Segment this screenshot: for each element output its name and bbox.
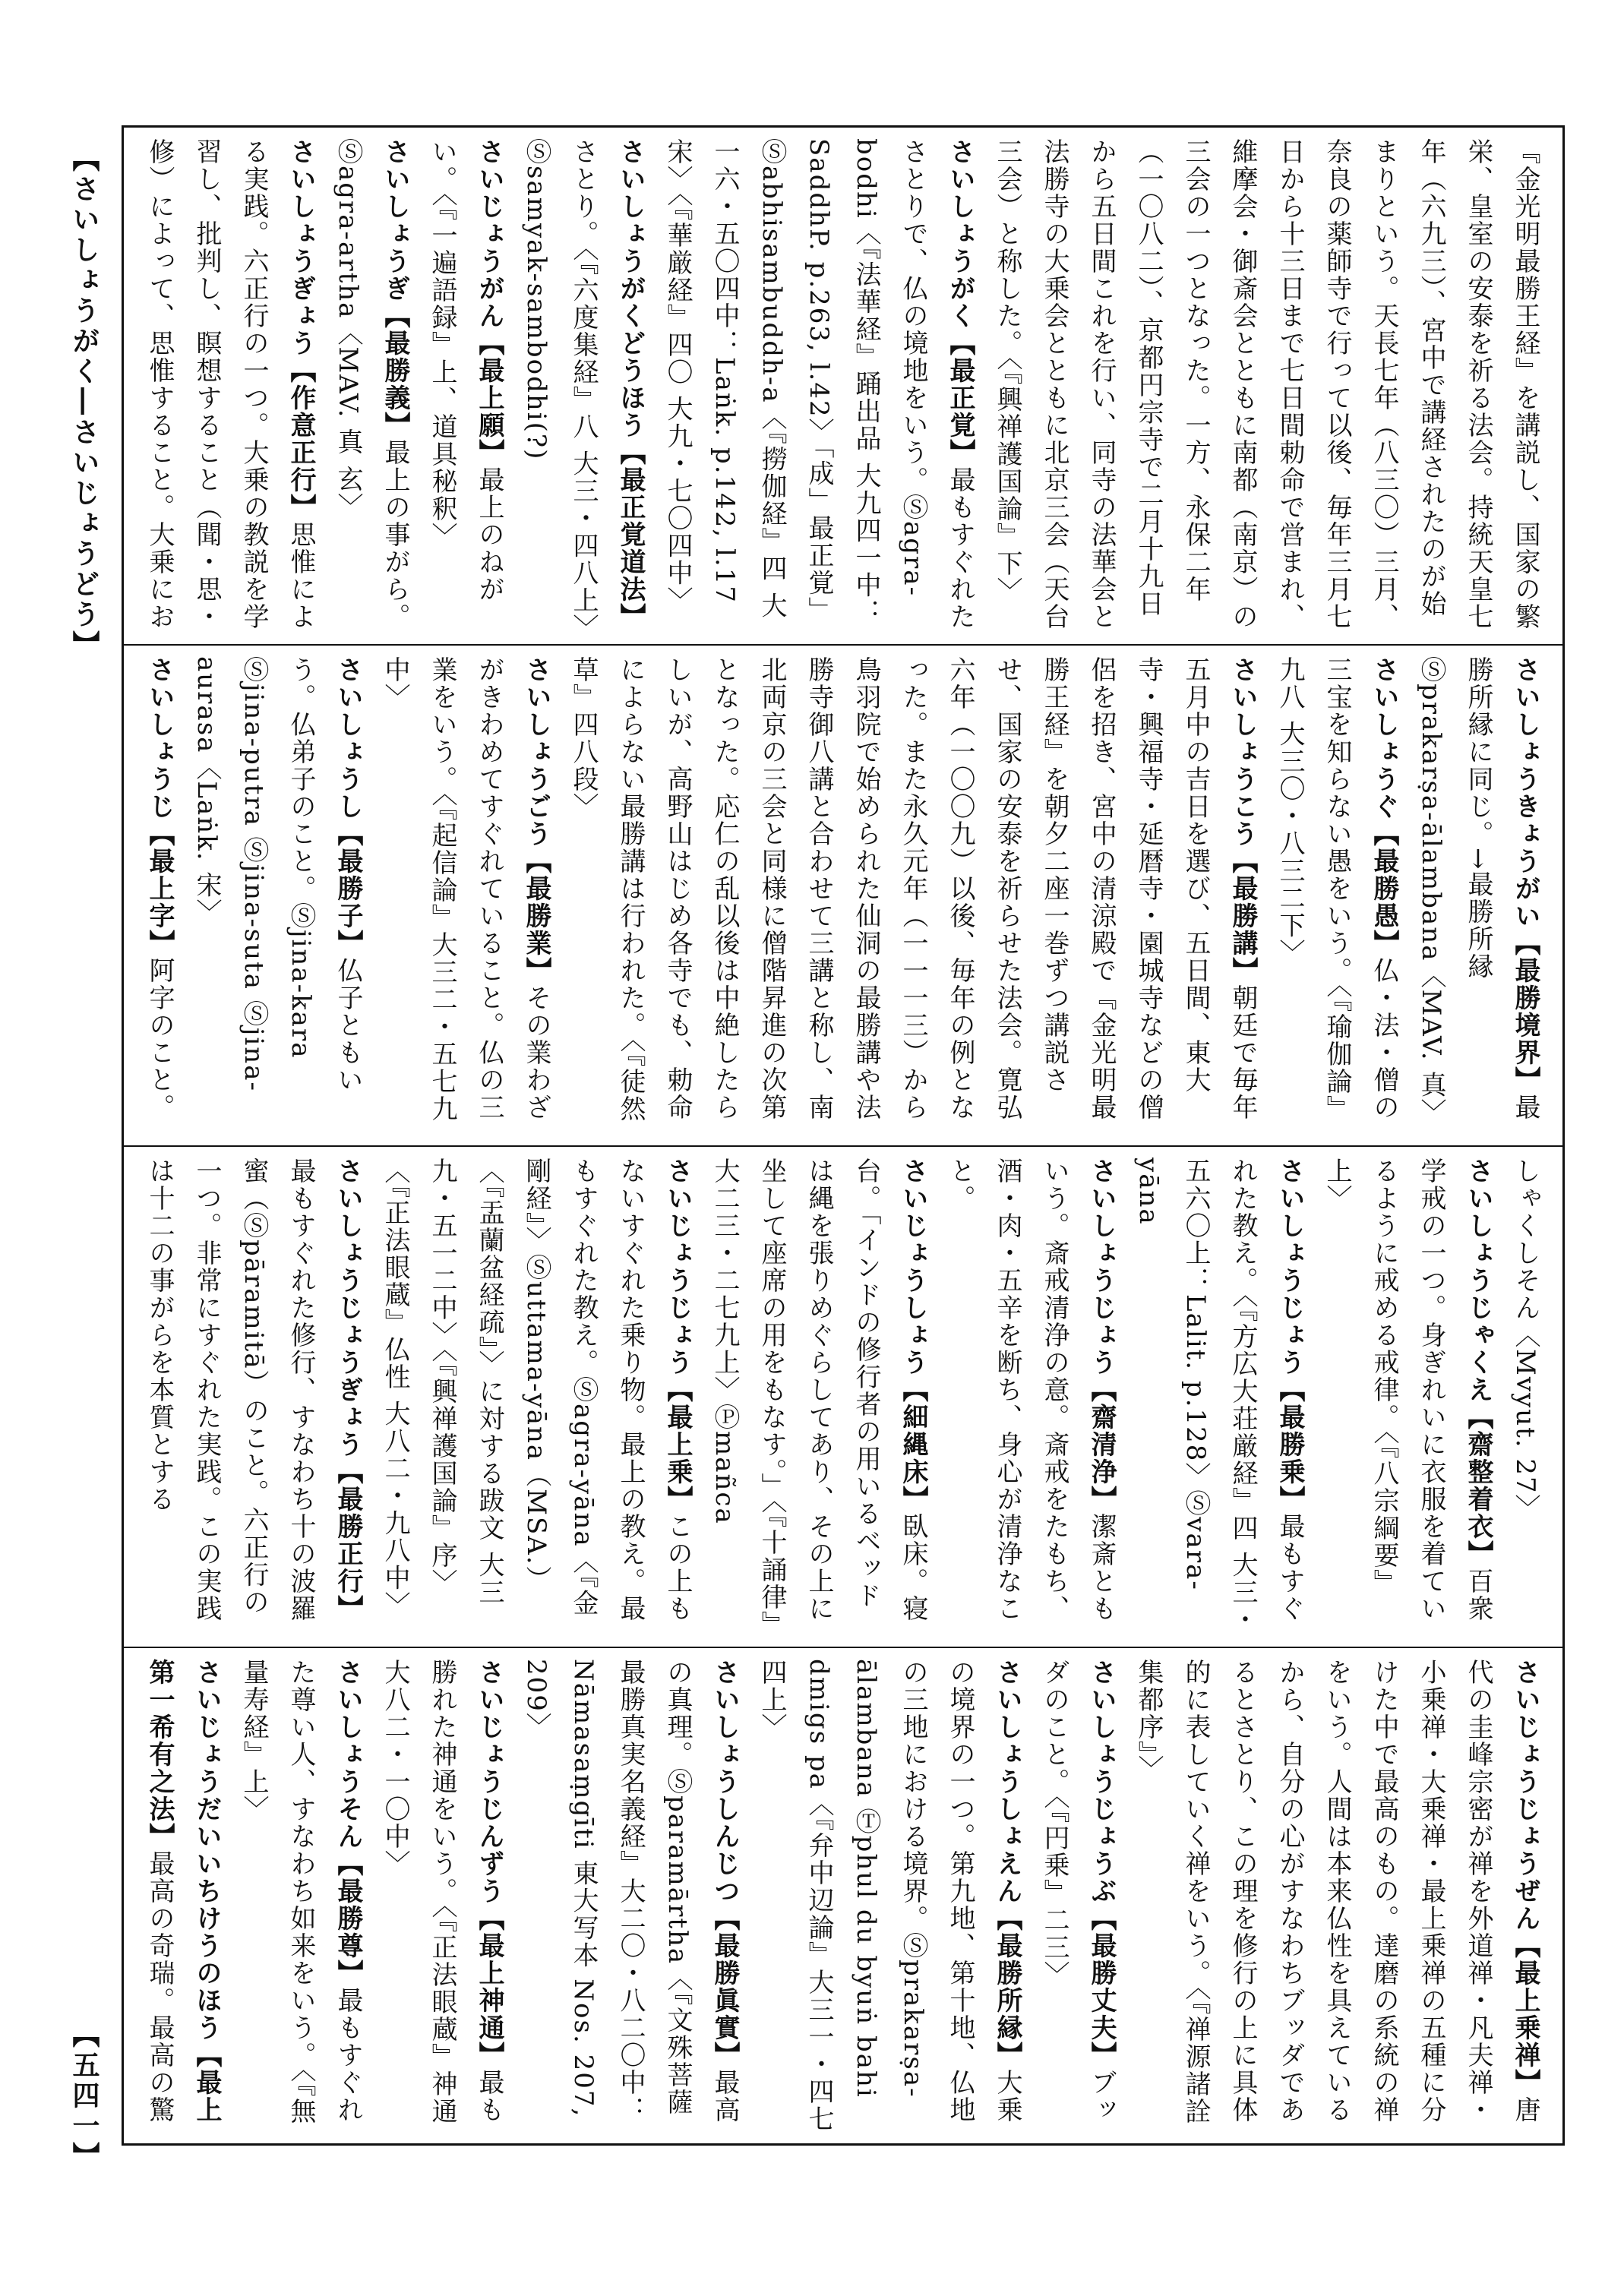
dictionary-entry xyxy=(1031,1659,1125,2137)
dictionary-entry xyxy=(137,1659,230,2137)
entry-headword: さいしょうじょうぶ【最勝丈夫】 xyxy=(1086,1659,1117,2069)
entry-text: ブッダのこと。〈『円乗』二三〉 xyxy=(1039,1659,1117,2124)
entry-text: 臥床。寝台。「インドの修行者の用いるベッドは縄を張りめぐらしてあり、その上に坐して座席の用をもなす。」〈『十誦律』大二三・二七九上〉Ⓟmañca xyxy=(709,1157,928,1625)
tier-3 xyxy=(124,1145,1562,1647)
dictionary-entry xyxy=(701,1157,937,1636)
dictionary-entry xyxy=(1266,656,1408,1135)
dictionary-entry xyxy=(1502,1157,1549,1636)
entry-text: 百衆学戒の一つ。身ぎれいに衣服を着ているように戒める戒律。〈『八宗綱要』上〉 xyxy=(1322,1157,1493,1622)
entry-headword: さいしょうじょうぎょう【最勝正行】 xyxy=(333,1157,363,1622)
entry-text: 最も勝れた神通をいう。〈『正法眼蔵』神通 大八二・一〇中〉 xyxy=(380,1659,504,2125)
dictionary-entry xyxy=(371,1659,513,2137)
entry-text: 最もすぐれた教え。〈『方広大荘厳経』四 大三・五六〇上：Lalit. p.128〉Ⓢvara-yāna xyxy=(1133,1157,1305,1634)
dictionary-entry xyxy=(1313,1157,1502,1636)
entry-text: 最もすぐれたさとりで、仏の境地をいう。Ⓢagra-bodhi〈『法華経』踊出品 大九四一中：SaddhP. p.263, l.42〉「成」最正覚」Ⓢabhisambuddh-a〈『撈伽経』四 大一六・五〇四中：Laṅk. p.142, l.17 宋〉〈『華厳経』四〇 大九・七〇四中〉 xyxy=(662,138,975,630)
entry-text: 阿字のこと。 xyxy=(144,957,175,1121)
dictionary-entry xyxy=(324,138,419,633)
entry-text: この上もないすぐれた乗り物。最上の教え。最もすぐれた教え。Ⓢagra-yāna〈『金剛経』〉Ⓢuttama-yāna（MSA.）〈『盂蘭盆経疏』〉に対する跋文 大三九・五一二中〉〈『興禅護国論』序〉〈『正法眼蔵』仏性 大八二・九八中〉 xyxy=(380,1157,693,1622)
tier-4-text xyxy=(137,1659,1549,2137)
entry-text: 大乗の境界の一つ。第九地、第十地、仏地の三地における境界。Ⓢprakarṣa-ālambana Ⓣphul du byuṅ bahi dmigs pa〈『弁中辺論』大三一・四七四上〉 xyxy=(757,1659,1022,2133)
dictionary-entry xyxy=(419,138,513,633)
dictionary-entry xyxy=(748,1659,1031,2137)
entry-headword: さいしょうじょう【最勝乗】 xyxy=(1275,1157,1305,1513)
dictionary-entry xyxy=(137,656,183,1135)
entry-headword: さいしょうがく【最正覚】 xyxy=(945,138,975,466)
tier-3-text xyxy=(137,1157,1549,1636)
entry-headword: さいしょうそん【最勝尊】 xyxy=(333,1659,363,1987)
entry-text: 最勝所縁に同じ。→最勝所縁 Ⓢprakarṣa-ālambana〈MAV. 真〉 xyxy=(1416,656,1540,1126)
dictionary-entry xyxy=(654,138,984,633)
page-number: 【五四一】 xyxy=(68,2020,100,2172)
entry-headword: さいしょうごう【最勝業】 xyxy=(521,656,551,984)
dictionary-entry xyxy=(513,1659,748,2137)
dictionary-entry xyxy=(560,656,1266,1135)
entry-text: 思惟による実践。六正行の一つ。大乗の教説を学習し、批判し、瞑想すること（聞・思・修）によって、思惟すること。大乗にお xyxy=(144,138,316,630)
entry-headword: さいじょうじょう【最上乗】 xyxy=(662,1157,693,1513)
dictionary-entry xyxy=(1125,1659,1549,2137)
dictionary-entry xyxy=(137,1157,371,1636)
entry-text: 最もすぐれた尊い人、すなわち如来をいう。〈『無量寿経』上〉 xyxy=(239,1659,363,2125)
dictionary-entry xyxy=(513,138,654,633)
tier-4 xyxy=(124,1647,1562,2148)
entry-headword: さいしょうじゃくえ【齋整着衣】 xyxy=(1463,1157,1493,1568)
dictionary-entry xyxy=(937,1157,1125,1636)
entry-headword: さいじょうしょう【細縄床】 xyxy=(898,1157,928,1513)
dictionary-entry xyxy=(371,1157,701,1636)
dictionary-entry xyxy=(984,138,1549,633)
entry-headword: さいしょうきょうがい【最勝境界】 xyxy=(1510,656,1540,1094)
entry-headword: さいしょうじ【最上字】 xyxy=(144,656,175,957)
running-head: 【さいしょうがく―さいじょうどう】 xyxy=(68,144,100,661)
entry-headword: さいじょうじょうぜん【最上乗禅】 xyxy=(1510,1659,1540,2096)
entry-headword: さいしょうがくどうほう【最正覚道法】 xyxy=(615,138,646,630)
entry-headword: さいしょうぎょう【作意正行】 xyxy=(286,138,316,521)
entry-text: 『金光明最勝王経』を講説し、国家の繁栄、皇室の安泰を祈る法会。持統天皇七年（六九三）、宮中で講経されたのが始まりという。天長七年（八三〇）三月、奈良の薬師寺で行って以後、毎年三月七日から十三日まで七日間勅命で営まれ、維摩会・御斎会とともに南都（南京）の三会の一つとなった。一方、永保二年（一〇八二）、京都円宗寺で二月十九日から五日間これを行い、同寺の法華会と法勝寺の大乗会とともに北京三会（天台三会）と称した。〈『興禅護国論』下〉 xyxy=(992,138,1540,630)
entry-headword: さいしょうぎ【最勝義】 xyxy=(380,138,410,439)
tier-1-text xyxy=(137,138,1549,633)
entry-headword: さいしょうこう【最勝講】 xyxy=(1227,656,1258,984)
entry-text: しゃくしそん〈Mvyut. 27〉 xyxy=(1510,1157,1540,1522)
entry-text: 仏子ともいう。仏弟子のこと。Ⓢjina-kara Ⓢjina-putra Ⓢjina-suta Ⓢjina-aurasa〈Laṅk. 宋〉 xyxy=(191,656,363,1094)
entry-headword: さいじょうがん【最上願】 xyxy=(474,138,504,466)
entry-text: 仏・法・僧の三宝を知らない愚をいう。〈『瑜伽論』九八 大三〇・八三二下〉 xyxy=(1275,656,1399,1123)
entry-text: 潔斎ともいう。斎戒清浄の意。斎戒をたもち、酒・肉・五辛を断ち、身心が清浄なこと。 xyxy=(945,1157,1117,1622)
dictionary-page-frame xyxy=(122,125,1565,2146)
tier-2-text xyxy=(137,656,1549,1135)
entry-text: 最上の事がら。Ⓢagra-artha〈MAV. 真 玄〉 xyxy=(333,138,410,630)
entry-text: 唐代の圭峰宗密が禅を外道禅・凡夫禅・小乗禅・大乗禅・最上乗禅の五種に分けた中で最高のもの。達磨の系統の禅をいう。人間は本来仏性を具えているから、自分の心がすなわちブッダであるとさとり、この理を修行の上に具体的に表していく禅をいう。〈『禅源諸詮集都序』〉 xyxy=(1133,1659,1540,2125)
entry-headword: さいじょうじんずう【最上神通】 xyxy=(474,1659,504,2069)
tier-2 xyxy=(124,644,1562,1145)
dictionary-entry xyxy=(371,656,560,1135)
entry-text: 朝廷で毎年五月中の吉日を選び、五日間、東大寺・興福寺・延暦寺・園城寺などの僧侶を招き、宮中の清涼殿で『金光明最勝王経』を朝夕二座一巻ずつ講説させ、国家の安泰を祈らせた法会。寛弘六年（一〇〇九）以後、毎年の例となった。また永久元年（一一一三）から鳥羽院で始められた仙洞の最勝講や法勝寺御八講と合わせて三講と称し、南北両京の三会と同様に僧階昇進の次第となった。応仁の乱以後は中絶したらしいが、高野山はじめ各寺でも、勅命によらない最勝講は行われた。〈『徒然草』四八段〉 xyxy=(568,656,1258,1123)
dictionary-entry xyxy=(230,1659,371,2137)
entry-text: 最上のねがい。〈『一遍語録』上、道具秘釈〉 xyxy=(427,138,504,603)
entry-text: さとり。〈『六度集経』八 大三・四八上〉Ⓢsamyak-sambodhi(?) xyxy=(521,138,599,629)
entry-text: 最もすぐれた修行、すなわち十の波羅蜜（Ⓢpāramitā）のこと。六正行の一つ。非常にすぐれた実践。この実践は十二の事がらを本質とする xyxy=(144,1157,316,1622)
dictionary-entry xyxy=(1125,1157,1313,1636)
entry-headword: さいしょうしんじつ【最勝眞實】 xyxy=(709,1659,740,2069)
entry-text: その業わざがきわめてすぐれていること。仏の三業をいう。〈『起信論』大三二・五七九中〉 xyxy=(380,656,551,1123)
dictionary-entry xyxy=(137,138,324,633)
entry-headword: さいじょうだいいちけうのほう【最上第一希有之法】 xyxy=(144,1659,222,2124)
dictionary-entry xyxy=(183,656,371,1135)
entry-headword: さいしょうし【最勝子】 xyxy=(333,656,363,957)
entry-text: 最高の奇瑞。最高の驚 xyxy=(144,1850,175,2124)
tier-1 xyxy=(124,128,1562,644)
entry-text: 最高の真理。Ⓢparamārtha〈『文殊菩薩最勝真実名義経』大二〇・八二〇中：Nāmasaṃgīti 東大写本 Nos. 207, 209〉 xyxy=(521,1659,740,2124)
entry-headword: さいしょうしょえん【最勝所縁】 xyxy=(992,1659,1022,2069)
entry-headword: さいしょうぐ【最勝愚】 xyxy=(1369,656,1399,957)
entry-headword: さいしょうじょう【齋清浄】 xyxy=(1086,1157,1117,1513)
dictionary-entry xyxy=(1408,656,1549,1135)
